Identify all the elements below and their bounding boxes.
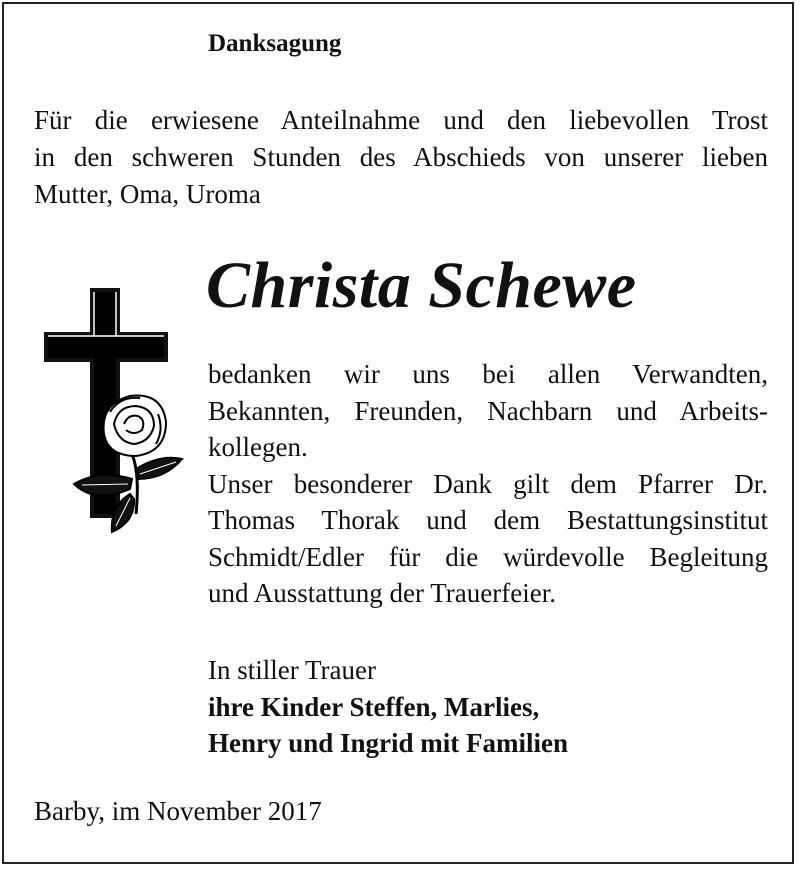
notice-heading: Danksagung (208, 30, 342, 57)
closing-line: In stiller Trauer (208, 655, 376, 685)
body-line: bedanken wir uns bei allen Verwandten, (208, 359, 768, 389)
intro-text (34, 102, 768, 213)
family-names: Henry und Ingrid mit Familien (208, 728, 569, 758)
intro-line: Mutter, Oma, Uroma (34, 179, 261, 209)
body-line: Unser besonderer Dank gilt dem Pfarrer Dr. (208, 468, 768, 499)
intro-line: Für die erwiesene Anteilnahme und den liebevollen Trost (34, 105, 768, 135)
body-line: und Ausstattung der Trauerfeier. (208, 578, 556, 608)
closing-signature (208, 652, 568, 762)
body-line: Bekannten, Freunden, Nachbarn und Arbeits- (208, 395, 768, 426)
cross-with-rose-icon (40, 284, 190, 544)
deceased-name: Christa Schewe (206, 249, 637, 322)
family-names: ihre Kinder Steffen, Marlies, (208, 691, 540, 722)
body-line: kollegen. (208, 432, 308, 462)
intro-line: in den schweren Stunden des Abschieds von unserer lieben (34, 142, 768, 172)
place-date: Barby, im November 2017 (34, 796, 322, 826)
body-line: Thomas Thorak und dem Bestattungsinstitut (208, 505, 768, 535)
gratitude-text (208, 356, 768, 612)
body-line: Schmidt/Edler für die würdevolle Begleitung (208, 541, 768, 572)
